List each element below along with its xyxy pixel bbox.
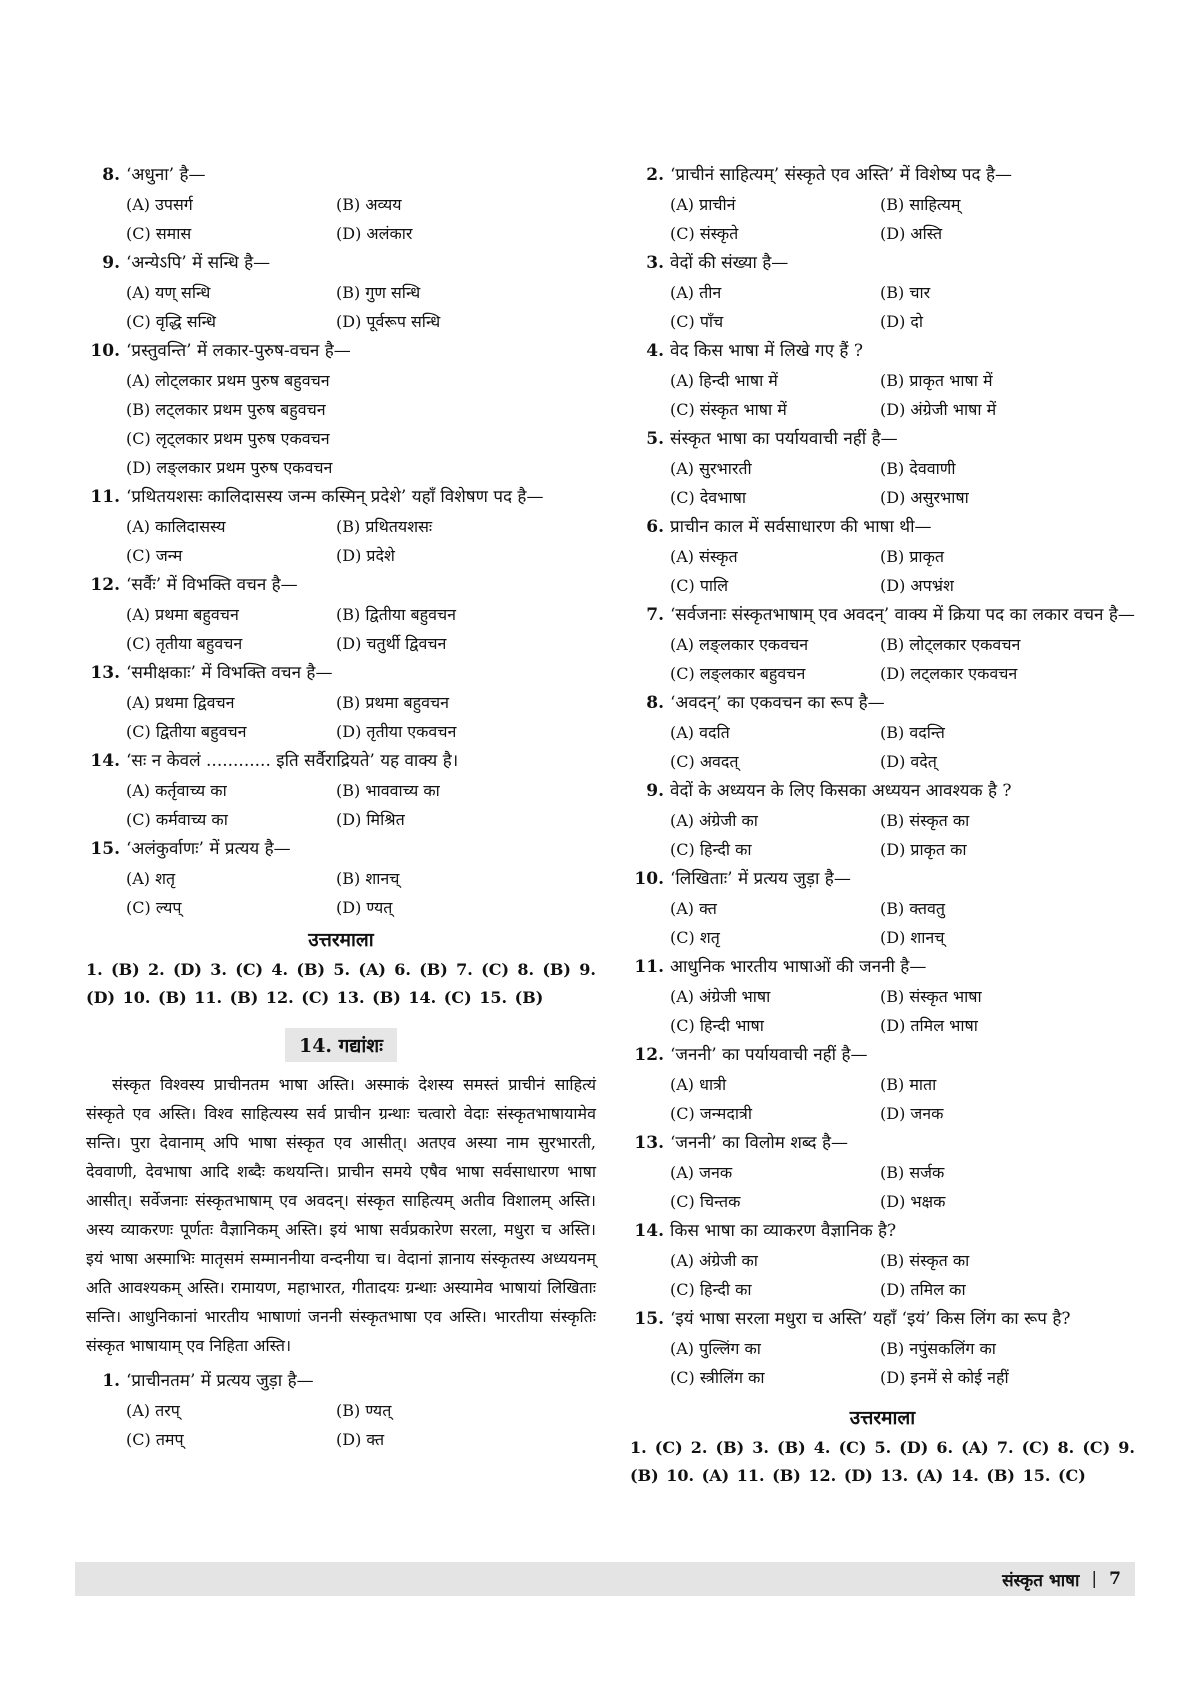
question-number: 10. <box>90 341 120 361</box>
option-b: (B) अव्यय <box>336 195 402 214</box>
option-c: (C) लङ्लकार बहुवचन <box>670 664 806 683</box>
option-a: (A) अंग्रेजी भाषा <box>670 987 771 1006</box>
question-text: संस्कृत भाषा का पर्यायवाची नहीं है— <box>670 429 898 449</box>
option-d: (D) प्राकृत का <box>880 840 967 859</box>
question-stem <box>630 248 1135 278</box>
option-list <box>630 718 1135 776</box>
question-item <box>630 336 1135 424</box>
option-a: (A) कर्तृवाच्य का <box>126 781 227 800</box>
question-item <box>630 952 1135 1040</box>
question-item <box>630 688 1135 776</box>
option-b: (B) संस्कृत भाषा <box>880 987 982 1006</box>
option-a: (A) तरप् <box>126 1401 180 1420</box>
option-c: (C) संस्कृत भाषा में <box>670 400 787 419</box>
question-item <box>630 160 1135 248</box>
question-stem <box>86 746 596 776</box>
question-number: 8. <box>102 165 120 185</box>
option-b: (B) वदन्ति <box>880 723 945 742</box>
option-c: (C) हिन्दी का <box>670 1280 752 1299</box>
question-text: ‘सः न केवलं ............ इति सर्वैराद्रियते’ यह वाक्य है। <box>126 751 459 771</box>
option-list <box>630 1158 1135 1216</box>
option-list <box>86 1396 596 1454</box>
right-column <box>630 160 1135 1490</box>
question-text: वेदों के अध्ययन के लिए किसका अध्ययन आवश्यक है ? <box>670 781 1012 801</box>
question-text: ‘इयं भाषा सरला मधुरा च अस्ति’ यहाँ ‘इयं’ किस लिंग का रूप है? <box>670 1309 1071 1329</box>
option-list <box>630 454 1135 512</box>
question-stem <box>630 1216 1135 1246</box>
option-c: (C) तमप् <box>126 1430 184 1449</box>
option-d: (D) जनक <box>880 1104 944 1123</box>
option-a: (A) क्त <box>670 899 717 918</box>
section-heading: 14. गद्यांशः <box>285 1028 397 1062</box>
option-a: (A) प्राचीनं <box>670 195 736 214</box>
option-list <box>630 366 1135 424</box>
option-b: (B) संस्कृत का <box>880 1251 970 1270</box>
option-d: (D) लट्लकार एकवचन <box>880 664 1018 683</box>
option-list <box>86 366 596 482</box>
option-a: (A) अंग्रेजी का <box>670 1251 758 1270</box>
option-a: (A) उपसर्ग <box>126 195 193 214</box>
question-stem <box>86 482 596 512</box>
option-list <box>630 190 1135 248</box>
footer-title: संस्कृत भाषा <box>1002 1570 1080 1591</box>
question-stem <box>630 336 1135 366</box>
question-item <box>86 248 596 336</box>
question-stem <box>86 1366 596 1396</box>
question-item <box>630 512 1135 600</box>
option-b: (B) ण्यत् <box>336 1401 392 1420</box>
option-a: (A) प्रथमा बहुवचन <box>126 605 239 624</box>
option-a: (A) शतृ <box>126 869 176 888</box>
option-d: (D) मिश्रित <box>336 810 405 829</box>
option-d: (D) पूर्वरूप सन्धि <box>336 312 441 331</box>
option-a: (A) लोट्लकार प्रथम पुरुष बहुवचन <box>126 371 330 390</box>
option-c: (C) चिन्तक <box>670 1192 741 1211</box>
question-number: 5. <box>646 429 664 449</box>
option-a: (A) धात्री <box>670 1075 727 1094</box>
option-c: (C) द्वितीया बहुवचन <box>126 722 247 741</box>
question-number: 1. <box>102 1371 120 1391</box>
question-number: 7. <box>646 605 664 625</box>
option-d: (D) असुरभाषा <box>880 488 969 507</box>
option-b: (B) गुण सन्धि <box>336 283 421 302</box>
option-list <box>86 600 596 658</box>
option-list <box>86 512 596 570</box>
question-text: ‘अवदन्’ का एकवचन का रूप है— <box>670 693 885 713</box>
question-item <box>86 746 596 834</box>
option-c: (C) वृद्धि सन्धि <box>126 312 216 331</box>
option-a: (A) वदति <box>670 723 730 742</box>
option-d: (D) अंग्रेजी भाषा में <box>880 400 997 419</box>
question-stem <box>630 688 1135 718</box>
option-b: (B) साहित्यम् <box>880 195 961 214</box>
question-stem <box>630 600 1135 630</box>
option-c: (C) स्त्रीलिंग का <box>670 1368 765 1387</box>
question-stem <box>86 658 596 688</box>
question-number: 15. <box>634 1309 664 1329</box>
passage-question-list <box>86 1366 596 1454</box>
option-a: (A) जनक <box>670 1163 733 1182</box>
option-b: (B) प्राकृत भाषा में <box>880 371 993 390</box>
option-list <box>86 278 596 336</box>
option-d: (D) अपभ्रंश <box>880 576 954 595</box>
question-number: 12. <box>634 1045 664 1065</box>
question-number: 3. <box>646 253 664 273</box>
option-c: (C) तृतीया बहुवचन <box>126 634 243 653</box>
option-a: (A) प्रथमा द्विवचन <box>126 693 235 712</box>
question-text: ‘जननी’ का विलोम शब्द है— <box>670 1133 848 1153</box>
option-list <box>86 688 596 746</box>
option-b: (B) चार <box>880 283 931 302</box>
option-list <box>630 806 1135 864</box>
question-stem <box>630 160 1135 190</box>
option-b: (B) प्राकृत <box>880 547 944 566</box>
question-list <box>630 160 1135 1392</box>
option-c: (C) ल्यप् <box>126 898 182 917</box>
option-c: (C) समास <box>126 224 192 243</box>
question-number: 13. <box>634 1133 664 1153</box>
option-d: (D) दो <box>880 312 924 331</box>
option-b: (B) नपुंसकलिंग का <box>880 1339 996 1358</box>
question-number: 2. <box>646 165 664 185</box>
footer-separator: | <box>1091 1569 1098 1589</box>
question-stem <box>630 1128 1135 1158</box>
option-c: (C) पाँच <box>670 312 724 331</box>
option-d: (D) क्त <box>336 1430 385 1449</box>
option-c: (C) हिन्दी का <box>670 840 752 859</box>
option-d: (D) अस्ति <box>880 224 943 243</box>
question-text: ‘सर्वैः’ में विभक्ति वचन है— <box>126 575 298 595</box>
answer-key: 1. (C) 2. (B) 3. (B) 4. (C) 5. (D) 6. (A) 7. (C) 8. (C) 9. (B) 10. (A) 11. (B) 12. (D) 13. (A) 14. (B) 15. (C) <box>630 1438 1135 1485</box>
question-item <box>630 248 1135 336</box>
page-footer <box>75 1562 1135 1596</box>
question-text: ‘लिखिताः’ में प्रत्यय जुड़ा है— <box>670 869 851 889</box>
option-list <box>86 776 596 834</box>
question-text: किस भाषा का व्याकरण वैज्ञानिक है? <box>670 1221 897 1241</box>
option-d: (D) तमिल भाषा <box>880 1016 978 1035</box>
question-item <box>86 834 596 922</box>
option-list <box>630 630 1135 688</box>
option-b: (B) सर्जक <box>880 1163 945 1182</box>
question-text: आधुनिक भारतीय भाषाओं की जननी है— <box>670 957 927 977</box>
option-a: (A) संस्कृत <box>670 547 738 566</box>
option-c: (C) शतृ <box>670 928 720 947</box>
question-text: वेद किस भाषा में लिखे गए हैं ? <box>670 341 863 361</box>
question-text: ‘अधुना’ है— <box>126 165 206 185</box>
question-stem <box>86 336 596 366</box>
question-number: 4. <box>646 341 664 361</box>
option-b: (B) माता <box>880 1075 937 1094</box>
answer-key: 1. (B) 2. (D) 3. (C) 4. (B) 5. (A) 6. (B) 7. (C) 8. (B) 9. (D) 10. (B) 11. (B) 12. (C) 13. (B) 14. (C) 15. (B) <box>86 960 596 1007</box>
option-list <box>630 1246 1135 1304</box>
option-b: (B) द्वितीया बहुवचन <box>336 605 457 624</box>
option-b: (B) लोट्लकार एकवचन <box>880 635 1021 654</box>
question-stem <box>86 834 596 864</box>
option-list <box>630 1070 1135 1128</box>
option-d: (D) भक्षक <box>880 1192 946 1211</box>
option-b: (B) शानच् <box>336 869 400 888</box>
section-heading-wrap <box>86 1028 596 1062</box>
question-text: ‘जननी’ का पर्यायवाची नहीं है— <box>670 1045 868 1065</box>
option-list <box>630 278 1135 336</box>
question-item <box>630 864 1135 952</box>
question-number: 9. <box>102 253 120 273</box>
option-b: (B) संस्कृत का <box>880 811 970 830</box>
question-text: ‘प्रथितयशसः कालिदासस्य जन्म कस्मिन् प्रदेशे’ यहाँ विशेषण पद है— <box>126 487 544 507</box>
option-d: (D) इनमें से कोई नहीं <box>880 1368 1009 1387</box>
option-b: (B) लट्लकार प्रथम पुरुष बहुवचन <box>126 400 326 419</box>
option-c: (C) लृट्लकार प्रथम पुरुष एकवचन <box>126 429 330 448</box>
question-stem <box>630 512 1135 542</box>
option-d: (D) लङ्लकार प्रथम पुरुष एकवचन <box>126 458 333 477</box>
question-item <box>86 336 596 482</box>
question-number: 11. <box>90 487 120 507</box>
option-list <box>630 1334 1135 1392</box>
question-stem <box>86 570 596 600</box>
option-c: (C) पालि <box>670 576 729 595</box>
page-number: 7 <box>1109 1569 1121 1589</box>
question-number: 6. <box>646 517 664 537</box>
question-text: ‘अन्येऽपि’ में सन्धि है— <box>126 253 271 273</box>
question-text: वेदों की संख्या है— <box>670 253 789 273</box>
question-stem <box>630 1304 1135 1334</box>
question-item <box>630 1040 1135 1128</box>
question-number: 10. <box>634 869 664 889</box>
question-number: 8. <box>646 693 664 713</box>
question-stem <box>630 1040 1135 1070</box>
option-a: (A) सुरभारती <box>670 459 752 478</box>
question-number: 14. <box>634 1221 664 1241</box>
question-text: ‘प्राचीनं साहित्यम्’ संस्कृते एव अस्ति’ में विशेष्य पद है— <box>670 165 1013 185</box>
question-number: 13. <box>90 663 120 683</box>
question-item <box>86 160 596 248</box>
left-column <box>86 160 596 1454</box>
option-a: (A) लङ्लकार एकवचन <box>670 635 809 654</box>
question-number: 15. <box>90 839 120 859</box>
question-item <box>630 424 1135 512</box>
question-text: ‘समीक्षकाः’ में विभक्ति वचन है— <box>126 663 333 683</box>
question-text: ‘अलंकुर्वाणः’ में प्रत्यय है— <box>126 839 291 859</box>
question-text: ‘प्राचीनतम’ में प्रत्यय जुड़ा है— <box>126 1371 314 1391</box>
question-item <box>630 1216 1135 1304</box>
option-list <box>630 542 1135 600</box>
question-list <box>86 160 596 922</box>
question-item <box>630 600 1135 688</box>
option-d: (D) अलंकार <box>336 224 413 243</box>
question-item <box>630 1128 1135 1216</box>
option-b: (B) भाववाच्य का <box>336 781 440 800</box>
option-c: (C) जन्म <box>126 546 183 565</box>
answer-key-title: उत्तरमाला <box>849 1407 916 1429</box>
option-c: (C) जन्मदात्री <box>670 1104 752 1123</box>
option-d: (D) वदेत् <box>880 752 937 771</box>
question-text: ‘सर्वजनाः संस्कृतभाषाम् एव अवदन्’ वाक्य में क्रिया पद का लकार वचन है— <box>670 605 1135 625</box>
answer-key-title: उत्तरमाला <box>308 929 374 951</box>
option-c: (C) देवभाषा <box>670 488 746 507</box>
question-stem <box>630 952 1135 982</box>
option-c: (C) अवदत् <box>670 752 739 771</box>
question-text: प्राचीन काल में सर्वसाधारण की भाषा थी— <box>670 517 932 537</box>
option-a: (A) यण् सन्धि <box>126 283 211 302</box>
option-d: (D) ण्यत् <box>336 898 393 917</box>
option-list <box>630 894 1135 952</box>
option-b: (B) प्रथमा बहुवचन <box>336 693 450 712</box>
question-stem <box>86 248 596 278</box>
question-item <box>86 482 596 570</box>
question-stem <box>86 160 596 190</box>
option-b: (B) क्तवतु <box>880 899 946 918</box>
question-stem <box>630 776 1135 806</box>
option-d: (D) शानच् <box>880 928 945 947</box>
option-a: (A) अंग्रेजी का <box>670 811 758 830</box>
question-number: 11. <box>634 957 664 977</box>
option-c: (C) हिन्दी भाषा <box>670 1016 764 1035</box>
option-a: (A) हिन्दी भाषा में <box>670 371 778 390</box>
option-list <box>630 982 1135 1040</box>
option-a: (A) कालिदासस्य <box>126 517 226 536</box>
option-a: (A) पुल्लिंग का <box>670 1339 761 1358</box>
option-d: (D) तृतीया एकवचन <box>336 722 457 741</box>
option-a: (A) तीन <box>670 283 722 302</box>
passage: संस्कृत विश्वस्य प्राचीनतम भाषा अस्ति। अस्माकं देशस्य समस्तं प्राचीनं साहित्यं संस्कृते एव अस्ति। विश्व साहित्यस्य सर्व प्राचीन ग्रन्थाः चत्वारो वेदाः संस्कृतभाषायामेव सन्ति। पुरा देवानाम् अपि भाषा संस्कृत एव आसीत्। अतएव अस्या नाम सुरभारती, देववाणी, देवभाषा आदि शब्दैः कथयन्ति। प्राचीन समये एषैव भाषा सर्वसाधारण भाषा आसीत्। सर्वेजनाः संस्कृतभाषाम् एव अवदन्। संस्कृत साहित्यम् अतीव विशालम् अस्ति। अस्य व्याकरणः पूर्णतः वैज्ञानिकम् अस्ति। इयं भाषा सर्वप्रकारेण सरला, मधुरा च अस्ति। इयं भाषा अस्माभिः मातृसमं सम्माननीया वन्दनीया च। वेदानां ज्ञानाय संस्कृतस्य अध्ययनम् अति आवश्यकम् अस्ति। रामायण, महाभारत, गीतादयः ग्रन्थाः अस्यामेव भाषायां लिखिताः सन्ति। आधुनिकानां भारतीय भाषाणां जननी संस्कृतभाषा एव अस्ति। भारतीया संस्कृतिः संस्कृत भाषायाम् एव निहिता अस्ति। <box>86 1075 596 1355</box>
option-d: (D) तमिल का <box>880 1280 966 1299</box>
question-stem <box>630 424 1135 454</box>
option-c: (C) कर्मवाच्य का <box>126 810 228 829</box>
question-number: 12. <box>90 575 120 595</box>
option-d: (D) चतुर्थी द्विवचन <box>336 634 447 653</box>
option-list <box>86 864 596 922</box>
option-list <box>86 190 596 248</box>
question-item <box>86 658 596 746</box>
question-item <box>630 1304 1135 1392</box>
option-d: (D) प्रदेशे <box>336 546 395 565</box>
question-item <box>630 776 1135 864</box>
question-item <box>86 570 596 658</box>
question-stem <box>630 864 1135 894</box>
option-b: (B) प्रथितयशसः <box>336 517 433 536</box>
option-c: (C) संस्कृते <box>670 224 739 243</box>
question-item <box>86 1366 596 1454</box>
option-b: (B) देववाणी <box>880 459 956 478</box>
question-number: 9. <box>646 781 664 801</box>
question-number: 14. <box>90 751 120 771</box>
question-text: ‘प्रस्तुवन्ति’ में लकार-पुरुष-वचन है— <box>126 341 351 361</box>
